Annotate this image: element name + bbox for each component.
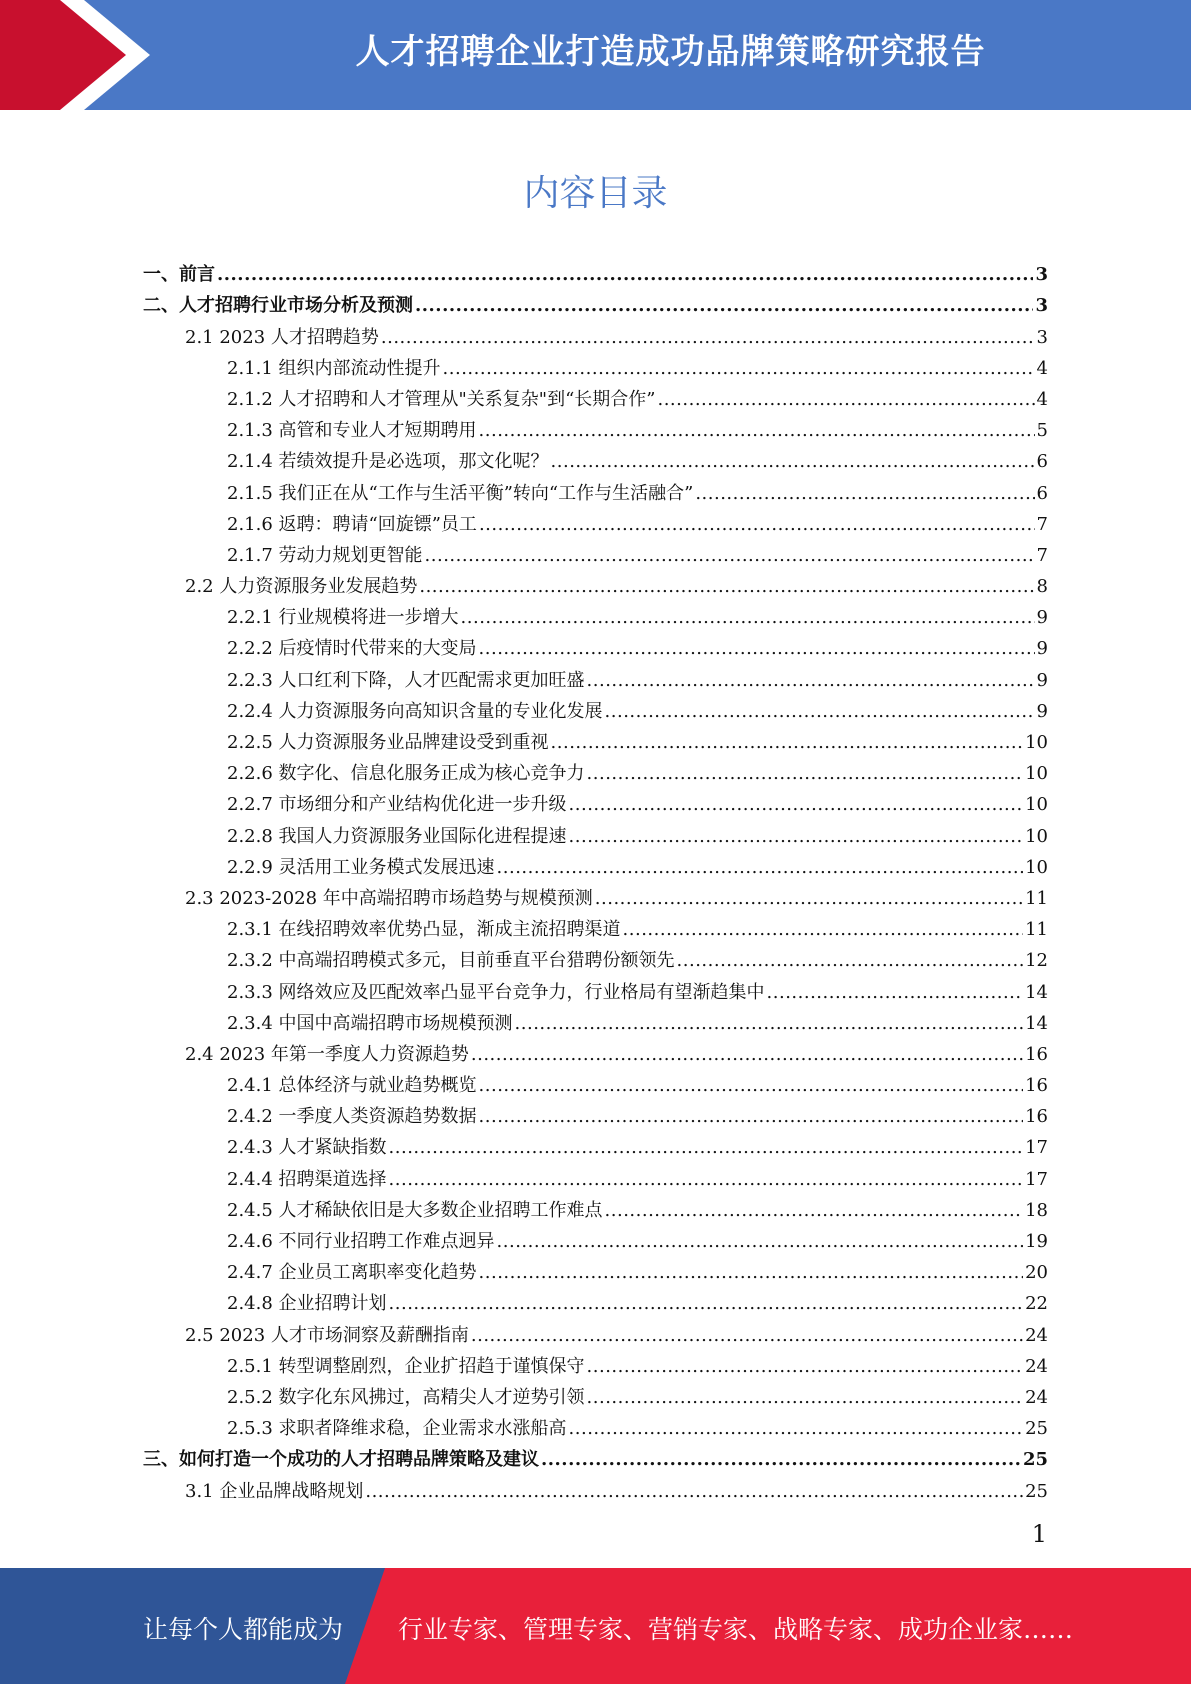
toc-entry-title: 2.5.2 数字化东风拂过，高精尖人才逆势引领 (227, 1386, 585, 1408)
toc-entry-page: 10 (1025, 856, 1048, 878)
toc-entry-title: 2.2.1 行业规模将进一步增大 (227, 607, 459, 629)
toc-dot-leader (515, 1013, 1024, 1035)
toc-entry[interactable] (143, 505, 1048, 536)
toc-entry-title: 2.3.1 在线招聘效率优势凸显，渐成主流招聘渠道 (227, 919, 621, 941)
toc-entry[interactable] (143, 1284, 1048, 1315)
toc-entry-page: 16 (1025, 1043, 1048, 1065)
toc-entry[interactable] (143, 1066, 1048, 1097)
toc-entry-page: 9 (1036, 638, 1048, 660)
toc-entry-title: 2.1.7 劳动力规划更智能 (227, 544, 423, 566)
footer-slogan-right: 行业专家、管理专家、营销专家、战略专家、成功企业家…… (398, 1615, 1074, 1644)
toc-entry-page: 25 (1022, 1449, 1048, 1471)
toc-entry[interactable] (143, 910, 1048, 941)
toc-entry-page: 20 (1025, 1262, 1048, 1284)
toc-entry-page: 7 (1036, 544, 1048, 566)
toc-entry-title: 2.3.2 中高端招聘模式多元，目前垂直平台猎聘份额领先 (227, 950, 675, 972)
toc-dot-leader (623, 919, 1024, 941)
toc-entry-page: 25 (1025, 1480, 1048, 1502)
toc-entry-page: 4 (1036, 388, 1048, 410)
toc-dot-leader (381, 327, 1035, 349)
toc-entry[interactable] (143, 1440, 1048, 1471)
toc-entry-title: 三、如何打造一个成功的人才招聘品牌策略及建议 (143, 1449, 539, 1471)
toc-entry[interactable] (143, 349, 1048, 380)
toc-dot-leader (695, 483, 1034, 505)
table-of-contents (143, 255, 1048, 1503)
toc-dot-leader (587, 1387, 1024, 1409)
toc-entry-title: 2.5.1 转型调整剧烈，企业扩招趋于谨慎保守 (227, 1355, 585, 1377)
toc-entry-title: 2.4.2 一季度人类资源趋势数据 (227, 1106, 477, 1128)
toc-entry[interactable] (143, 848, 1048, 879)
toc-entry-page: 9 (1036, 669, 1048, 691)
toc-entry[interactable] (143, 1378, 1048, 1409)
toc-entry-title: 2.1.3 高管和专业人才短期聘用 (227, 420, 477, 442)
toc-entry[interactable] (143, 1004, 1048, 1035)
toc-dot-leader (479, 1262, 1024, 1284)
toc-entry[interactable] (143, 473, 1048, 504)
toc-entry[interactable] (143, 442, 1048, 473)
toc-entry-title: 2.1.4 若绩效提升是必选项，那文化呢？ (227, 451, 549, 473)
toc-entry-page: 17 (1025, 1137, 1048, 1159)
toc-dot-leader (595, 888, 1023, 910)
toc-entry-title: 2.4.8 企业招聘计划 (227, 1293, 387, 1315)
toc-dot-leader (569, 794, 1024, 816)
toc-dot-leader (389, 1137, 1024, 1159)
toc-dot-leader (479, 638, 1035, 660)
toc-entry-title: 2.2.4 人力资源服务向高知识含量的专业化发展 (227, 700, 603, 722)
toc-entry[interactable] (143, 1191, 1048, 1222)
toc-dot-leader (605, 701, 1035, 723)
page-footer (0, 1568, 1191, 1684)
toc-entry-title: 2.2.7 市场细分和产业结构优化进一步升级 (227, 794, 567, 816)
toc-entry-page: 8 (1036, 576, 1048, 598)
toc-entry-title: 2.4.7 企业员工离职率变化趋势 (227, 1262, 477, 1284)
toc-dot-leader (569, 826, 1024, 848)
toc-entry[interactable] (143, 567, 1048, 598)
toc-entry[interactable] (143, 598, 1048, 629)
toc-entry-page: 17 (1025, 1168, 1048, 1190)
toc-dot-leader (587, 763, 1024, 785)
toc-entry-title: 3.1 企业品牌战略规划 (185, 1480, 364, 1502)
toc-dot-leader (569, 1418, 1024, 1440)
toc-entry-page: 14 (1025, 981, 1048, 1003)
toc-entry-page: 24 (1025, 1386, 1048, 1408)
toc-entry-page: 22 (1025, 1293, 1048, 1315)
toc-entry-page: 4 (1036, 357, 1048, 379)
toc-entry-title: 2.5 2023 人才市场洞察及薪酬指南 (185, 1324, 469, 1346)
toc-dot-leader (443, 358, 1035, 380)
toc-entry[interactable] (143, 879, 1048, 910)
toc-heading: 内容目录 (523, 173, 668, 214)
toc-entry-page: 12 (1025, 950, 1048, 972)
toc-entry-title: 2.3.4 中国中高端招聘市场规模预测 (227, 1012, 513, 1034)
toc-dot-leader (587, 1356, 1024, 1378)
toc-dot-leader (657, 389, 1034, 411)
toc-entry-title: 2.4.1 总体经济与就业趋势概览 (227, 1075, 477, 1097)
toc-entry[interactable] (143, 1253, 1048, 1284)
toc-entry-page: 18 (1025, 1199, 1048, 1221)
toc-entry-title: 2.4 2023 年第一季度人力资源趋势 (185, 1043, 469, 1065)
toc-entry-page: 3 (1035, 264, 1048, 286)
toc-dot-leader (419, 576, 1034, 598)
toc-entry[interactable] (143, 785, 1048, 816)
toc-entry-title: 2.2 人力资源服务业发展趋势 (185, 576, 418, 598)
toc-entry[interactable] (143, 1471, 1048, 1502)
toc-dot-leader (541, 1449, 1021, 1471)
footer-slogan-left: 让每个人都能成为 (143, 1615, 344, 1644)
toc-dot-leader (479, 1075, 1024, 1097)
toc-entry-title: 2.1.6 返聘：聘请“回旋镖”员工 (227, 513, 477, 535)
toc-entry-page: 10 (1025, 825, 1048, 847)
toc-entry[interactable] (143, 1315, 1048, 1346)
toc-entry[interactable] (143, 941, 1048, 972)
toc-entry-title: 2.1.2 人才招聘和人才管理从"关系复杂"到“长期合作” (227, 388, 656, 410)
toc-entry-page: 24 (1025, 1324, 1048, 1346)
toc-dot-leader (767, 982, 1024, 1004)
toc-entry-page: 25 (1025, 1418, 1048, 1440)
toc-dot-leader (461, 607, 1035, 629)
toc-entry-page: 3 (1036, 326, 1048, 348)
toc-entry[interactable] (143, 286, 1048, 317)
toc-dot-leader (471, 1325, 1023, 1347)
toc-entry-title: 2.4.6 不同行业招聘工作难点迥异 (227, 1231, 495, 1252)
toc-entry[interactable] (143, 629, 1048, 660)
toc-entry-title: 2.2.8 我国人力资源服务业国际化进程提速 (227, 825, 567, 847)
toc-entry-page: 16 (1025, 1075, 1048, 1097)
toc-entry[interactable] (143, 754, 1048, 785)
toc-entry-title: 2.2.9 灵活用工业务模式发展迅速 (227, 856, 495, 878)
toc-dot-leader (425, 545, 1035, 567)
toc-entry[interactable] (143, 1128, 1048, 1159)
toc-entry[interactable] (143, 1035, 1048, 1066)
toc-entry[interactable] (143, 255, 1048, 286)
toc-entry-page: 24 (1025, 1355, 1048, 1377)
toc-entry-title: 2.2.5 人力资源服务业品牌建设受到重视 (227, 732, 549, 753)
toc-entry[interactable] (143, 536, 1048, 567)
toc-entry-page: 19 (1025, 1231, 1048, 1252)
toc-entry-page: 11 (1025, 887, 1048, 909)
report-title: 人才招聘企业打造成功品牌策略研究报告 (355, 32, 986, 72)
page-number: 1 (1031, 1520, 1047, 1548)
toc-dot-leader (677, 950, 1024, 972)
toc-entry-page: 10 (1025, 794, 1048, 816)
toc-entry[interactable] (143, 660, 1048, 691)
toc-entry-title: 2.2.6 数字化、信息化服务正成为核心竞争力 (227, 763, 585, 785)
toc-entry[interactable] (143, 411, 1048, 442)
toc-dot-leader (497, 857, 1024, 879)
toc-entry[interactable] (143, 1409, 1048, 1440)
toc-entry-title: 2.3.3 网络效应及匹配效率凸显平台竞争力，行业格局有望渐趋集中 (227, 981, 765, 1003)
toc-entry-page: 14 (1025, 1012, 1048, 1034)
toc-entry[interactable] (143, 972, 1048, 1003)
toc-dot-leader (497, 1231, 1024, 1253)
toc-dot-leader (365, 1481, 1023, 1503)
toc-entry[interactable] (143, 380, 1048, 411)
toc-entry-title: 2.3 2023-2028 年中高端招聘市场趋势与规模预测 (185, 887, 593, 909)
toc-entry-page: 6 (1036, 482, 1048, 504)
toc-entry[interactable] (143, 1159, 1048, 1190)
toc-entry[interactable] (143, 692, 1048, 723)
toc-entry-page: 10 (1025, 732, 1048, 753)
toc-dot-leader (551, 451, 1035, 473)
toc-entry[interactable] (143, 1222, 1048, 1253)
toc-dot-leader (389, 1169, 1024, 1191)
toc-entry-title: 2.5.3 求职者降维求稳，企业需求水涨船高 (227, 1418, 567, 1440)
toc-entry-page: 16 (1025, 1106, 1048, 1128)
toc-dot-leader (479, 514, 1035, 536)
toc-entry-title: 二、人才招聘行业市场分析及预测 (143, 295, 413, 317)
toc-dot-leader (551, 732, 1024, 754)
toc-entry-title: 2.1 2023 人才招聘趋势 (185, 326, 379, 348)
toc-dot-leader (587, 670, 1035, 692)
toc-entry-page: 6 (1036, 451, 1048, 473)
toc-entry-page: 5 (1036, 420, 1048, 442)
toc-entry[interactable] (143, 1347, 1048, 1378)
toc-entry-title: 2.4.4 招聘渠道选择 (227, 1168, 387, 1190)
toc-dot-leader (479, 1106, 1024, 1128)
toc-entry-title: 2.4.3 人才紧缺指数 (227, 1137, 387, 1159)
page-header (0, 0, 1191, 110)
toc-dot-leader (389, 1293, 1024, 1315)
toc-dot-leader (217, 264, 1033, 286)
toc-dot-leader (479, 420, 1035, 442)
toc-entry[interactable] (143, 1097, 1048, 1128)
toc-entry-title: 2.1.5 我们正在从“工作与生活平衡”转向“工作与生活融合” (227, 482, 694, 504)
toc-entry[interactable] (143, 723, 1048, 754)
toc-entry-page: 10 (1025, 763, 1048, 785)
toc-entry-page: 7 (1036, 513, 1048, 535)
toc-entry-page: 11 (1025, 919, 1048, 941)
toc-entry[interactable] (143, 816, 1048, 847)
toc-entry-title: 2.1.1 组织内部流动性提升 (227, 357, 441, 379)
toc-dot-leader (471, 1044, 1023, 1066)
toc-entry-page: 3 (1035, 295, 1048, 317)
toc-dot-leader (415, 295, 1033, 317)
toc-entry[interactable] (143, 317, 1048, 348)
toc-entry-page: 9 (1036, 700, 1048, 722)
toc-dot-leader (605, 1200, 1024, 1222)
toc-entry-title: 一、前言 (143, 264, 215, 286)
toc-entry-title: 2.2.2 后疫情时代带来的大变局 (227, 638, 477, 660)
toc-entry-page: 9 (1036, 607, 1048, 629)
toc-entry-title: 2.4.5 人才稀缺依旧是大多数企业招聘工作难点 (227, 1199, 603, 1221)
toc-entry-title: 2.2.3 人口红利下降，人才匹配需求更加旺盛 (227, 669, 585, 691)
